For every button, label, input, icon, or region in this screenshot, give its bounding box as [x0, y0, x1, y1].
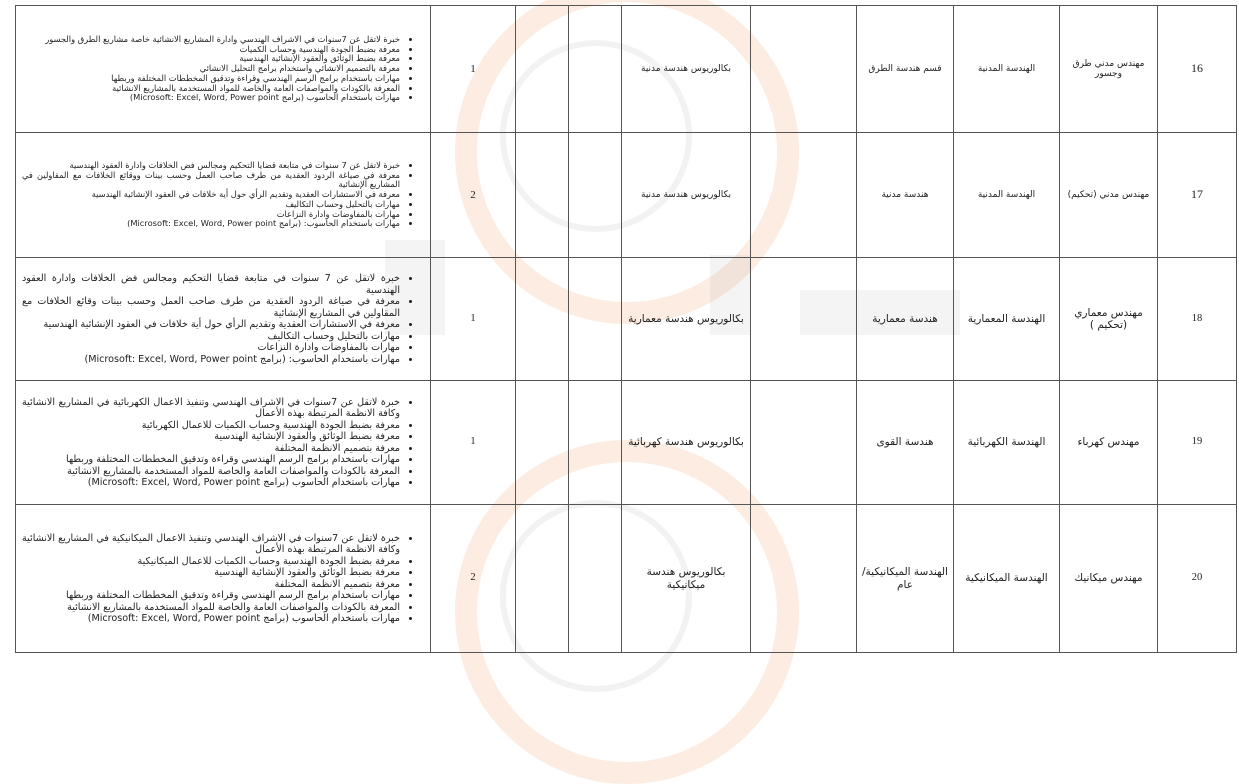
empty-cell: [516, 381, 569, 505]
empty-cell: [516, 505, 569, 653]
empty-cell: [516, 133, 569, 258]
requirements-cell: [16, 6, 431, 133]
empty-cell: [569, 381, 622, 505]
qualification: بكالوريوس هندسة ميكانيكية: [622, 505, 751, 653]
qualification: بكالوريوس هندسة مدنية: [622, 133, 751, 258]
table-row: [16, 505, 1237, 653]
requirement-item: • معرفة بضبط الوثائق والعقود الإنشائية الهندسية: [22, 54, 400, 64]
requirement-item: • المعرفة بالكودات والمواصفات العامة والخاصة للمواد المستخدمة بالمشاريع الانشائية: [22, 84, 400, 94]
requirement-item: • خبرة لاتقل عن 7سنوات في الاشراف الهندسي وتنفيذ الاعمال الميكانيكية في المشاريع الانشائية وكافة الانظمة المرتبطة بهذه الأعمال: [22, 533, 400, 556]
position-count: 1: [431, 381, 516, 505]
section: هندسة القوى: [857, 381, 954, 505]
requirement-item: • معرفة بضبط الجودة الهندسية وحساب الكميات: [22, 45, 400, 55]
job-title: مهندس كهرباء: [1060, 381, 1158, 505]
requirement-item: • معرفة بضبط الجودة الهندسية وحساب الكميات للاعمال الميكانيكية: [22, 556, 400, 568]
qualification: بكالوريوس هندسة مدنية: [622, 6, 751, 133]
requirement-item: • معرفة في صياغة الردود العقدية من طرف صاحب العمل وحسب بينات ووقائع الخلافات مع المقاولين في المشاريع الإنشائية: [22, 171, 400, 190]
requirements-list: [22, 533, 422, 625]
requirement-item: • معرفة في الاستشارات العقدية وتقديم الرأي حول أية خلافات في العقود الإنشائية الهندسية: [22, 190, 400, 200]
requirements-cell: [16, 133, 431, 258]
empty-cell: [751, 381, 857, 505]
requirement-item: • خبرة لاتقل عن 7سنوات في الاشراف الهندسي وتنفيذ الاعمال الكهربائية في المشاريع الانشائية وكافة الانظمة المرتبطة بهذه الأعمال: [22, 397, 400, 420]
requirement-item: • معرفة بضبط الجودة الهندسية وحساب الكميات للاعمال الكهربائية: [22, 420, 400, 432]
table-row: [16, 6, 1237, 133]
row-number: 19: [1158, 381, 1237, 505]
position-count: 1: [431, 6, 516, 133]
empty-cell: [751, 505, 857, 653]
requirements-list: [22, 161, 422, 229]
section: الهندسة الميكانيكية/عام: [857, 505, 954, 653]
requirement-item: • مهارات باستخدام الحاسوب (برامج Microsoft: Excel, Word, Power point): [22, 613, 400, 625]
requirement-item: • معرفة في صياغة الردود العقدية من طرف صاحب العمل وحسب بينات وقائع الخلافات مع المقاولين في المشاريع الإنشائية: [22, 296, 400, 319]
qualification: بكالوريوس هندسة كهربائية: [622, 381, 751, 505]
empty-cell: [751, 6, 857, 133]
requirement-item: • المعرفة بالكودات والمواصفات العامة والخاصة للمواد المستخدمة بالمشاريع الانشائية: [22, 466, 400, 478]
empty-cell: [516, 258, 569, 381]
table-row: [16, 381, 1237, 505]
job-title: مهندس معماري (تحكيم ): [1060, 258, 1158, 381]
requirement-item: • معرفة بضبط الوثائق والعقود الإنشائية الهندسية: [22, 567, 400, 579]
requirements-cell: [16, 381, 431, 505]
requirement-item: • معرفة بتصميم الانظمة المختلفة: [22, 579, 400, 591]
qualification: بكالوريوس هندسة معمارية: [622, 258, 751, 381]
empty-cell: [751, 133, 857, 258]
position-count: 2: [431, 505, 516, 653]
requirement-item: • مهارات بالتحليل وحساب التكاليف: [22, 331, 400, 343]
department: الهندسة الكهربائية: [954, 381, 1060, 505]
requirements-cell: [16, 258, 431, 381]
table-row: [16, 133, 1237, 258]
requirements-list: [22, 35, 422, 103]
requirements-list: [22, 397, 422, 489]
section: هندسة مدنية: [857, 133, 954, 258]
requirement-item: • مهارات بالتحليل وحساب التكاليف: [22, 200, 400, 210]
requirement-item: • خبرة لاتقل عن 7سنوات في الاشراف الهندسي وادارة المشاريع الانشائية خاصة مشاريع الطرق والجسور: [22, 35, 400, 45]
requirement-item: • مهارات باستخدام الحاسوب (برامج Microsoft: Excel, Word, Power point): [22, 93, 400, 103]
requirement-item: • مهارات باستخدام برامج الرسم الهندسي وقراءة وتدقيق المخططات المختلفة وربطها: [22, 454, 400, 466]
requirement-item: • المعرفة بالكودات والمواصفات العامة والخاصة للمواد المستخدمة بالمشاريع الانشائية: [22, 602, 400, 614]
department: الهندسة الميكانيكية: [954, 505, 1060, 653]
requirement-item: • خبرة لاتقل عن 7 سنوات في متابعة قضايا التحكيم ومجالس فض الخلافات وادارة العقود الهندسية: [22, 161, 400, 171]
department: الهندسة المدنية: [954, 6, 1060, 133]
requirement-item: • مهارات باستخدام الحاسوب (برامج Microsoft: Excel, Word, Power point): [22, 477, 400, 489]
requirement-item: • مهارات باستخدام برامج الرسم الهندسي وقراءة وتدقيق المخططات المختلفة وربطها: [22, 590, 400, 602]
requirement-item: • معرفة بالتصميم الانشائي واستخدام برامج التحليل الانشائي: [22, 64, 400, 74]
department: الهندسة المدنية: [954, 133, 1060, 258]
empty-cell: [569, 505, 622, 653]
section: قسم هندسة الطرق: [857, 6, 954, 133]
position-count: 1: [431, 258, 516, 381]
row-number: 18: [1158, 258, 1237, 381]
requirement-item: • مهارات باستخدام الحاسوب: (برامج Microsoft: Excel, Word, Power point): [22, 219, 400, 229]
requirement-item: • معرفة في الاستشارات العقدية وتقديم الرأي حول أية خلافات في العقود الإنشائية الهندسية: [22, 319, 400, 331]
empty-cell: [751, 258, 857, 381]
department: الهندسة المعمارية: [954, 258, 1060, 381]
requirement-item: • مهارات باستخدام برامج الرسم الهندسي وقراءة وتدقيق المخططات المختلفة وربطها: [22, 74, 400, 84]
position-count: 2: [431, 133, 516, 258]
requirement-item: • مهارات باستخدام الحاسوب: (برامج Microsoft: Excel, Word, Power point): [22, 354, 400, 366]
job-requirements-table: [15, 5, 1237, 653]
empty-cell: [516, 6, 569, 133]
job-title: مهندس ميكانيك: [1060, 505, 1158, 653]
requirement-item: • معرفة بضبط الوثائق والعقود الإنشائية الهندسية: [22, 431, 400, 443]
job-title: مهندس مدني (تحكيم): [1060, 133, 1158, 258]
job-title: مهندس مدني طرق وجسور: [1060, 6, 1158, 133]
row-number: 16: [1158, 6, 1237, 133]
table-row: [16, 258, 1237, 381]
requirements-cell: [16, 505, 431, 653]
requirement-item: • مهارات بالمفاوضات وادارة النزاعات: [22, 342, 400, 354]
empty-cell: [569, 258, 622, 381]
requirement-item: • خبرة لاتقل عن 7 سنوات في متابعة قضايا التحكيم ومجالس فض الخلافات وادارة العقود الهندسية: [22, 273, 400, 296]
row-number: 17: [1158, 133, 1237, 258]
empty-cell: [569, 6, 622, 133]
empty-cell: [569, 133, 622, 258]
requirement-item: • مهارات بالمفاوضات وادارة النزاعات: [22, 210, 400, 220]
requirement-item: • معرفة بتصميم الانظمة المختلفة: [22, 443, 400, 455]
requirements-list: [22, 273, 422, 365]
section: هندسة معمارية: [857, 258, 954, 381]
row-number: 20: [1158, 505, 1237, 653]
